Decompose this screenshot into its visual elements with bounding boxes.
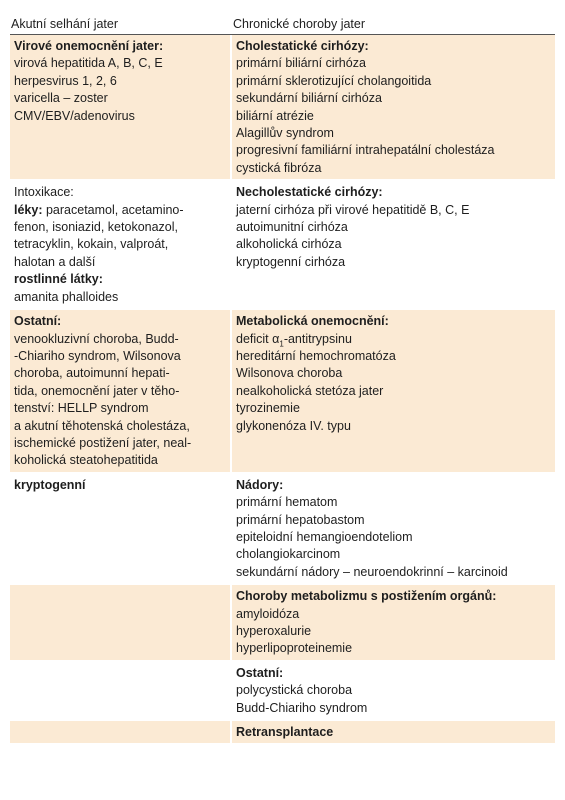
- cell-acute: [10, 310, 230, 472]
- cell-acute: [10, 474, 230, 583]
- subscript: 1: [279, 339, 284, 348]
- table-row: [10, 583, 555, 660]
- cell-line: herpesvirus 1, 2, 6: [14, 73, 117, 88]
- cell-heading: Nádory:: [236, 477, 284, 492]
- cell-line: kryptogenní cirhóza: [236, 254, 346, 269]
- cell-line: virová hepatitida A, B, C, E: [14, 56, 163, 71]
- cell-heading: Choroby metabolizmu s postižením orgánů:: [236, 589, 497, 604]
- cell-line: CMV/EBV/adenovirus: [14, 108, 135, 123]
- cell-line: hyperoxalurie: [236, 624, 312, 638]
- cell-heading: Retransplantace: [236, 725, 334, 740]
- cell-line: tenství: HELLP syndrom: [14, 401, 149, 416]
- cell-acute: [10, 181, 230, 308]
- table-row: [10, 472, 555, 583]
- cell-line: primární hematom: [236, 495, 338, 510]
- cell-line: epiteloidní hemangioendoteliom: [236, 529, 413, 544]
- header-chronic-liver-disease: Chronické choroby jater: [230, 10, 555, 34]
- cell-line: primární hepatobastom: [236, 512, 365, 527]
- cell-line: fenon, isoniazid, ketokonazol,: [14, 220, 178, 235]
- cell-line: cystická fibróza: [236, 160, 322, 175]
- cell-chronic: [230, 181, 555, 308]
- cell-line: hyperlipoproteinemie: [236, 641, 353, 656]
- cell-heading: rostlinné látky:: [14, 272, 103, 287]
- header-acute-liver-failure: Akutní selhání jater: [11, 17, 119, 31]
- bold-term: léky:: [14, 202, 43, 217]
- cell-chronic: [230, 585, 555, 660]
- cell-line: glykonenóza IV. typu: [236, 418, 351, 433]
- cell-line: jaterní cirhóza při virové hepatitidě B, C, E: [236, 202, 470, 217]
- cell-acute: [10, 721, 230, 743]
- cell-line: tida, onemocnění jater v těho-: [14, 383, 180, 398]
- cell-line: biliární atrézie: [236, 108, 314, 123]
- cell-heading: kryptogenní: [14, 477, 86, 492]
- cell-line: hereditární hemochromatóza: [236, 348, 396, 363]
- text-fragment: deficit α: [236, 331, 280, 346]
- cell-heading: Necholestatické cirhózy:: [236, 185, 383, 200]
- cell-line: Wilsonova choroba: [236, 366, 343, 381]
- cell-line: deficit $\alpha_1$-antitrypsinu: [236, 331, 352, 348]
- cell-chronic: [230, 474, 555, 583]
- cell-heading: Virové onemocnění jater:: [14, 39, 164, 53]
- cell-heading: Ostatní:: [236, 665, 284, 680]
- cell-line: Budd-Chiariho syndrom: [236, 700, 368, 715]
- cell-line: sekundární biliární cirhóza: [236, 91, 382, 106]
- cell-line: varicella – zoster: [14, 91, 108, 106]
- cell-acute: [10, 35, 230, 179]
- cell-line: primární sklerotizující cholangoitida: [236, 73, 432, 88]
- table-body: [10, 35, 555, 743]
- cell-acute: [10, 662, 230, 719]
- cell-line: cholangiokarcinom: [236, 547, 341, 562]
- cell-chronic: [230, 662, 555, 719]
- table-row: [10, 660, 555, 719]
- cell-line: alkoholická cirhóza: [236, 237, 342, 252]
- cell-chronic: [230, 35, 555, 179]
- cell-chronic: [230, 721, 555, 743]
- cell-line: koholická steatohepatitida: [14, 453, 158, 468]
- cell-line: amanita phalloides: [14, 289, 119, 304]
- cell-line: Intoxikace:: [14, 185, 74, 200]
- cell-line: Alagillův syndrom: [236, 126, 334, 141]
- cell-line: amyloidóza: [236, 606, 300, 621]
- table-row: [10, 179, 555, 308]
- cell-line: polycystická choroba: [236, 683, 353, 698]
- table-row: [10, 35, 555, 179]
- cell-heading: Ostatní:: [14, 314, 62, 329]
- cell-line: tetracyklin, kokain, valproát,: [14, 237, 169, 252]
- cell-line: tyrozinemie: [236, 401, 300, 416]
- cell-line: a akutní těhotenská cholestáza,: [14, 418, 190, 433]
- liver-disease-table: [10, 10, 555, 743]
- cell-acute: [10, 585, 230, 660]
- cell-line: primární biliární cirhóza: [236, 56, 366, 71]
- cell-line: halotan a další: [14, 254, 96, 269]
- cell-line: progresivní familiární intrahepatální cholestáza: [236, 143, 495, 158]
- table-row: [10, 719, 555, 743]
- cell-line: léky: paracetamol, acetamino-: [14, 202, 184, 217]
- cell-line: ischemické postižení jater, neal-: [14, 435, 192, 450]
- table-header: [10, 10, 555, 35]
- cell-line: venookluzivní choroba, Budd-: [14, 331, 179, 346]
- cell-line: autoimunitní cirhóza: [236, 220, 348, 235]
- cell-line: -Chiariho syndrom, Wilsonova: [14, 348, 181, 363]
- cell-line: nealkoholická stetóza jater: [236, 383, 384, 398]
- cell-heading: Cholestatické cirhózy:: [236, 39, 369, 53]
- cell-line: sekundární nádory – neuroendokrinní – karcinoid: [236, 564, 508, 579]
- cell-chronic: [230, 310, 555, 472]
- cell-heading: Metabolická onemocnění:: [236, 314, 389, 329]
- table-row: [10, 308, 555, 472]
- cell-line: choroba, autoimunní hepati-: [14, 366, 170, 381]
